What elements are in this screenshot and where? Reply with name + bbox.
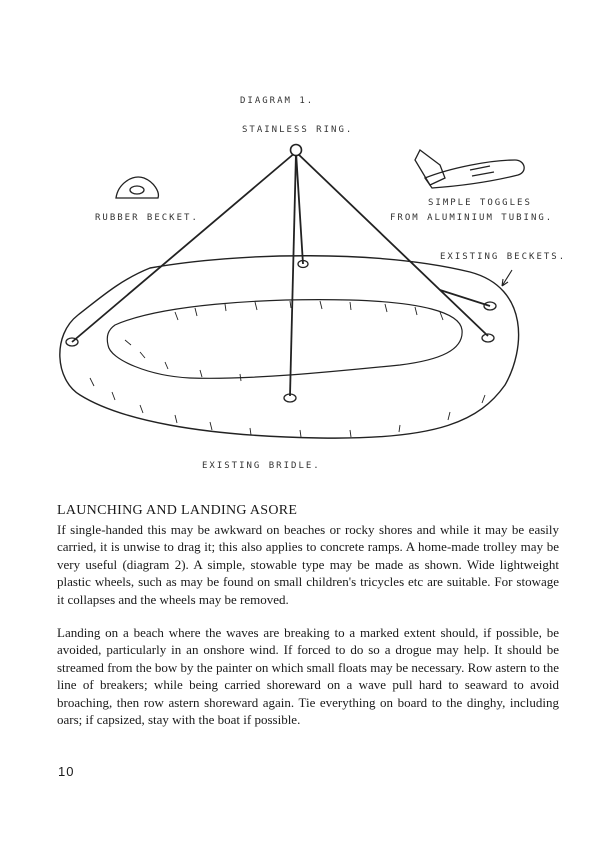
paragraph-2: Landing on a beach where the waves are breaking to a marked extent should, if possible, be avoided, particularly in an onshore wind. If forced to do so a drogue may help. It should be streamed from the bow by the painter on which small floats may be necessary. Row astern to the line of breakers; while being carried shoreward on a wave pull hard to seaward to avoid broaching, then row astern shoreward again. Tie everything on board to the dinghy, including oars; if capsized, stay with the boat if possible. <box>57 625 559 728</box>
label-existing-beckets: EXISTING BECKETS. <box>440 252 567 262</box>
label-simple-toggles: SIMPLE TOGGLES <box>428 198 532 208</box>
section-heading: LAUNCHING AND LANDING ASORE <box>57 503 298 518</box>
label-existing-bridle: EXISTING BRIDLE. <box>202 461 321 471</box>
diagram-title: DIAGRAM 1. <box>240 96 315 106</box>
dinghy-outer-tube <box>60 256 519 438</box>
pointer-arrow <box>502 270 512 286</box>
label-stainless-ring: STAINLESS RING. <box>242 125 354 135</box>
page-number: 10 <box>58 764 75 779</box>
label-rubber-becket: RUBBER BECKET. <box>95 213 199 223</box>
rubber-becket-sketch <box>116 177 158 198</box>
bridle-lines <box>72 152 490 396</box>
label-from-aluminium: FROM ALUMINIUM TUBING. <box>390 213 554 223</box>
tube-texture <box>90 301 485 437</box>
dinghy-inner-tube <box>107 300 462 379</box>
stainless-ring <box>291 145 302 156</box>
toggle-sketch <box>415 150 524 188</box>
paragraph-1: If single-handed this may be awkward on beaches or rocky shores and while it may be easily carried, it is unwise to drag it; this also applies to concrete ramps. A home-made trolley may be very useful (diagram 2). A simple, stowable type may be made as shown. Wide lightweight plastic wheels, such as may be found on small children's tricycles etc are suitable. For stowage it collapses and the wheels may be removed. <box>57 522 559 607</box>
